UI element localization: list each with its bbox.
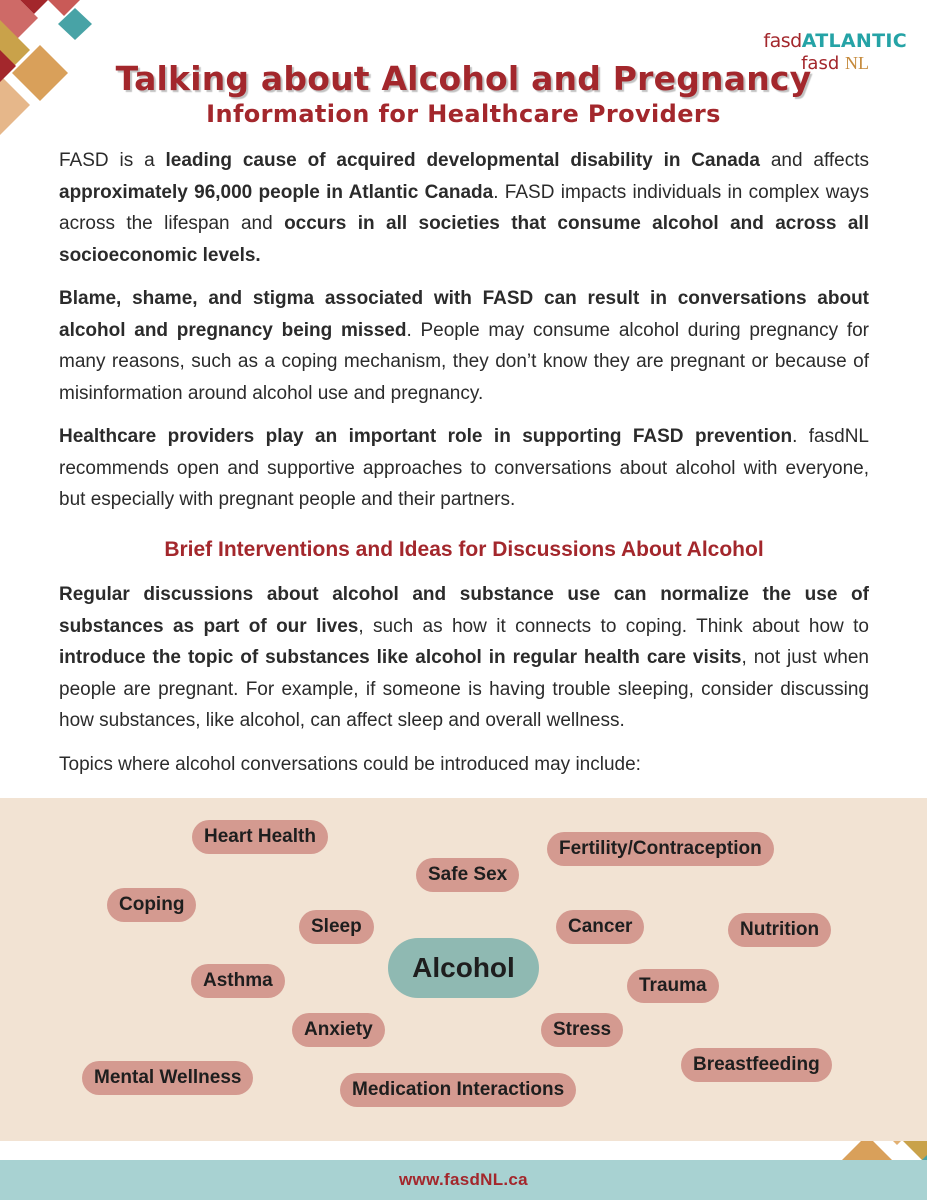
- text: and affects: [759, 150, 870, 171]
- page-header: [0, 58, 927, 128]
- section-heading: Brief Interventions and Ideas for Discussions About Alcohol: [164, 537, 764, 561]
- logo-atlantic-text: ATLANTIC: [801, 30, 907, 52]
- topic-pill: Breastfeeding: [681, 1048, 832, 1082]
- logo-nl-text: NL: [845, 53, 869, 73]
- text: . fasdNL recommends open and supportive approaches to conversations about alcohol with everyone, but especially with pregnant people and their partners.: [59, 426, 869, 510]
- topic-pill: Nutrition: [728, 913, 831, 947]
- bold-text: occurs in all societies that consume alcohol and across all socioeconomic levels.: [59, 213, 869, 266]
- topics-diagram: [0, 798, 927, 1141]
- text: , not just when people are pregnant. For example, if someone is having trouble sleeping, consider discussing how substances, like alcohol, can affect sleep and overall wellness.: [59, 647, 869, 731]
- logo-fasd-nl-text: fasd: [801, 53, 845, 74]
- topic-pill: Trauma: [627, 969, 719, 1003]
- topic-pill: Asthma: [191, 964, 285, 998]
- topic-pill: Sleep: [299, 910, 374, 944]
- paragraph-stigma: [59, 283, 869, 409]
- topic-pill: Cancer: [556, 910, 644, 944]
- paragraph-providers: [59, 421, 869, 516]
- topic-pill: Safe Sex: [416, 858, 519, 892]
- bold-text: approximately 96,000 people in Atlantic Canada: [59, 181, 494, 203]
- page-title: Talking about Alcohol and Pregnancy: [115, 59, 812, 98]
- text: . People may consume alcohol during pregnancy for many reasons, such as a coping mechanism, they don’t know they are pregnant or because of misinformation around alcohol use and pregnancy.: [59, 319, 869, 404]
- bold-text: Healthcare providers play an important role in supporting FASD prevention: [59, 426, 793, 447]
- topic-pill: Fertility/Contraception: [547, 832, 774, 866]
- bold-text: leading cause of acquired developmental disability in Canada: [165, 150, 760, 171]
- center-topic-alcohol: Alcohol: [388, 938, 539, 998]
- topic-pill: Anxiety: [292, 1013, 385, 1047]
- paragraph-fasd-overview: [59, 145, 869, 271]
- topic-pill: Mental Wellness: [82, 1061, 253, 1095]
- topic-pill: Heart Health: [192, 820, 328, 854]
- topic-pill: Coping: [107, 888, 196, 922]
- bold-text: Regular discussions about alcohol and substance use can normalize the use of substances as part of our lives: [59, 584, 869, 637]
- page-subtitle: Information for Healthcare Providers: [206, 100, 721, 128]
- topics-intro: Topics where alcohol conversations could be introduced may include:: [59, 753, 641, 775]
- body-text: [59, 145, 869, 792]
- text: . FASD impacts individuals in complex ways across the lifespan and: [59, 181, 869, 234]
- topic-pill: Medication Interactions: [340, 1073, 576, 1107]
- text: FASD is a: [59, 150, 166, 171]
- paragraph-regular-discussions: [59, 579, 869, 737]
- bold-text: Blame, shame, and stigma associated with FASD can result in conversations about alcohol and pregnancy being missed: [59, 288, 869, 341]
- logo-fasd-text: fasd: [763, 30, 802, 52]
- footer-website-link[interactable]: www.fasdNL.ca: [399, 1170, 528, 1189]
- footer: [0, 1160, 927, 1200]
- bold-text: introduce the topic of substances like alcohol in regular health care visits: [59, 647, 742, 668]
- text: , such as how it connects to coping. Think about how to: [358, 615, 869, 637]
- topic-pill: Stress: [541, 1013, 623, 1047]
